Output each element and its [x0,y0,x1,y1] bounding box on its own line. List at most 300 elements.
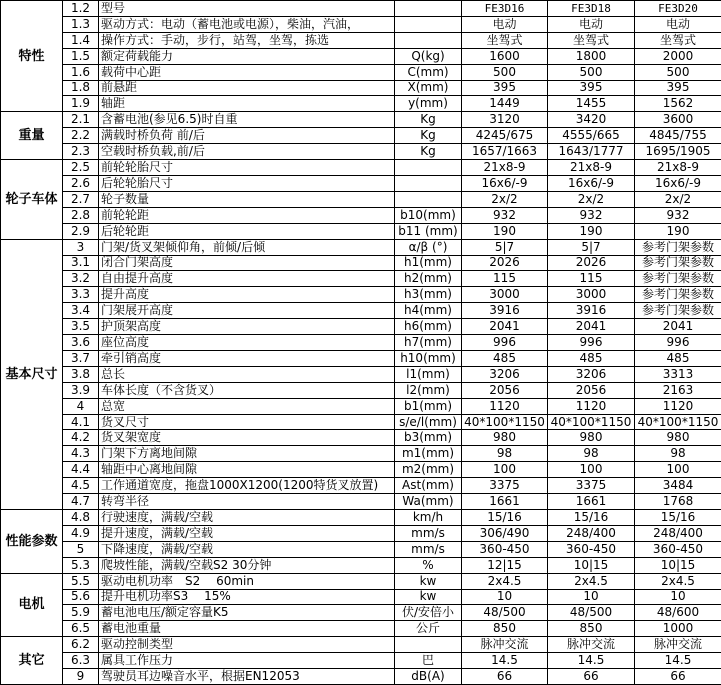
spec-row [1,223,721,239]
row-unit [395,32,462,48]
row-label: 型号 [99,1,395,17]
spec-row [1,478,721,494]
row-value: 40*100*1150 [462,414,548,430]
row-unit: b3(mm) [395,430,462,446]
row-value: 3206 [548,366,635,382]
row-value: 脉冲交流 [548,637,635,653]
model-name: FE3D20 [635,1,721,17]
spec-row [1,494,721,510]
row-number: 2.7 [63,191,99,207]
row-value: 10 [462,589,548,605]
row-value: 1000 [635,621,721,637]
row-label: 满载时桥负荷 前/后 [99,128,395,144]
row-unit: h6(mm) [395,319,462,335]
row-label: 护顶架高度 [99,319,395,335]
row-number: 2.3 [63,144,99,160]
row-number: 5.5 [63,573,99,589]
row-value: 1768 [635,494,721,510]
row-value: 1657/1663 [462,144,548,160]
spec-row [1,557,721,573]
spec-row [1,589,721,605]
row-value: 2x4.5 [635,573,721,589]
row-number: 4.3 [63,446,99,462]
row-unit: m2(mm) [395,462,462,478]
spec-row [1,541,721,557]
row-value: 3916 [462,303,548,319]
spec-row [1,462,721,478]
spec-row [1,319,721,335]
row-value: 1643/1777 [548,144,635,160]
row-value: 21x8-9 [462,160,548,176]
spec-row [1,80,721,96]
row-number: 5 [63,541,99,557]
row-unit: b11 (mm) [395,223,462,239]
row-number: 2.6 [63,175,99,191]
spec-row [1,191,721,207]
row-number: 3.1 [63,255,99,271]
row-number: 3.9 [63,382,99,398]
row-number: 2.5 [63,160,99,176]
group-label: 重量 [1,112,63,160]
row-label: 驱动控制类型 [99,637,395,653]
row-label: 提升速度，满载/空载 [99,525,395,541]
row-unit: h7(mm) [395,335,462,351]
row-value: 5|7 [548,239,635,255]
row-value: 48/600 [635,605,721,621]
row-value: 4845/755 [635,128,721,144]
row-value: 脉冲交流 [635,637,721,653]
row-value: 850 [548,621,635,637]
row-value: 115 [548,271,635,287]
spec-row [1,48,721,64]
spec-row [1,207,721,223]
row-number: 4.9 [63,525,99,541]
row-label: 货叉架宽度 [99,430,395,446]
row-value: 98 [548,446,635,462]
row-number: 1.5 [63,48,99,64]
row-value: 1120 [462,398,548,414]
row-value: 参考门架参数 [635,239,721,255]
row-label: 前悬距 [99,80,395,96]
row-label: 门架展开高度 [99,303,395,319]
row-value: 2163 [635,382,721,398]
row-value: 2056 [462,382,548,398]
row-value: 坐驾式 [635,32,721,48]
row-label: 总宽 [99,398,395,414]
header-row [1,1,721,17]
row-unit: 公斤 [395,621,462,637]
row-value: 10 [635,589,721,605]
row-label: 轴距 [99,96,395,112]
row-value: 100 [548,462,635,478]
row-number: 2.8 [63,207,99,223]
row-value: 坐驾式 [548,32,635,48]
row-unit: X(mm) [395,80,462,96]
row-value: 1562 [635,96,721,112]
row-number: 9 [63,669,99,685]
group-label: 基本尺寸 [1,239,63,509]
row-label: 前轮轮胎尺寸 [99,160,395,176]
row-value: 66 [462,669,548,685]
row-value: 248/400 [548,525,635,541]
row-unit: mm/s [395,541,462,557]
row-unit: α/β (°) [395,239,462,255]
model-name: FE3D18 [548,1,635,17]
row-value: 996 [548,335,635,351]
row-label: 牵引销高度 [99,350,395,366]
row-value: 395 [548,80,635,96]
row-value: 10|15 [635,557,721,573]
row-value: 100 [462,462,548,478]
row-number: 6.5 [63,621,99,637]
row-value: 2x/2 [462,191,548,207]
row-value: 3206 [462,366,548,382]
spec-row [1,112,721,128]
row-unit: h4(mm) [395,303,462,319]
row-value: 参考门架参数 [635,303,721,319]
row-label: 提升电机功率S3 15% [99,589,395,605]
spec-row [1,573,721,589]
row-unit: b1(mm) [395,398,462,414]
row-label: 操作方式：手动，步行，站驾，坐驾，拣选 [99,32,395,48]
row-number: 4.1 [63,414,99,430]
row-value: 2056 [548,382,635,398]
row-unit: C(mm) [395,64,462,80]
spec-row [1,350,721,366]
group-label: 性能参数 [1,510,63,574]
row-value: 2026 [548,255,635,271]
row-value: 2x4.5 [462,573,548,589]
row-value: 190 [548,223,635,239]
row-value: 3420 [548,112,635,128]
spec-row [1,144,721,160]
row-value: 15/16 [462,510,548,526]
row-value: 21x8-9 [635,160,721,176]
row-value: 500 [635,64,721,80]
row-label: 驱动方式：电动（蓄电池或电源），柴油，汽油， [99,16,395,32]
row-value: 115 [462,271,548,287]
row-value: 参考门架参数 [635,287,721,303]
row-value: 2x/2 [548,191,635,207]
row-value: 3484 [635,478,721,494]
row-number: 6.2 [63,637,99,653]
row-number: 4.2 [63,430,99,446]
row-value: 2x4.5 [548,573,635,589]
row-value: 485 [548,350,635,366]
row-label: 后轮轮胎尺寸 [99,175,395,191]
row-value: 48/500 [548,605,635,621]
group-label: 其它 [1,637,63,685]
row-number: 3 [63,239,99,255]
row-value: 12|15 [462,557,548,573]
row-label: 轴距中心离地间隙 [99,462,395,478]
row-unit: b10(mm) [395,207,462,223]
row-number: 1.9 [63,96,99,112]
spec-row [1,335,721,351]
row-value: 14.5 [635,653,721,669]
spec-row [1,303,721,319]
row-number: 1.3 [63,16,99,32]
row-value: 500 [548,64,635,80]
row-value: 2041 [635,319,721,335]
row-value: 2041 [462,319,548,335]
row-value: 395 [462,80,548,96]
row-number: 3.4 [63,303,99,319]
row-unit: h10(mm) [395,350,462,366]
row-value: 参考门架参数 [635,271,721,287]
row-number: 5.3 [63,557,99,573]
row-value: 40*100*1150 [635,414,721,430]
row-value: 190 [462,223,548,239]
row-value: 2041 [548,319,635,335]
row-label: 属具工作压力 [99,653,395,669]
row-value: 14.5 [462,653,548,669]
row-unit: Q(kg) [395,48,462,64]
row-number: 4.4 [63,462,99,478]
row-value: 10|15 [548,557,635,573]
row-label: 蓄电池电压/额定容量K5 [99,605,395,621]
group-label: 特性 [1,1,63,112]
row-value: 3375 [548,478,635,494]
row-label: 行驶速度，满载/空载 [99,510,395,526]
row-value: 1695/1905 [635,144,721,160]
spec-row [1,382,721,398]
row-value: 500 [462,64,548,80]
row-unit: dB(A) [395,669,462,685]
row-value: 1600 [462,48,548,64]
row-value: 1661 [548,494,635,510]
row-unit: 巴 [395,653,462,669]
row-label: 驾驶员耳边噪音水平，根据EN12053 [99,669,395,685]
row-label: 门架下方离地间隙 [99,446,395,462]
row-label: 前轮轮距 [99,207,395,223]
row-value: 3000 [462,287,548,303]
row-value: 1455 [548,96,635,112]
row-unit: km/h [395,510,462,526]
row-label: 驱动电机功率 S2 60min [99,573,395,589]
row-unit [395,16,462,32]
spec-row [1,414,721,430]
row-value: 21x8-9 [548,160,635,176]
row-number: 3.7 [63,350,99,366]
row-value: 3000 [548,287,635,303]
row-value: 98 [635,446,721,462]
row-unit: 伏/安倍小 [395,605,462,621]
row-value: 1120 [548,398,635,414]
row-label: 额定荷载能力 [99,48,395,64]
row-value: 66 [548,669,635,685]
row-label: 自由提升高度 [99,271,395,287]
row-number: 5.9 [63,605,99,621]
row-value: 395 [635,80,721,96]
row-number: 3.2 [63,271,99,287]
row-unit: m1(mm) [395,446,462,462]
spec-row [1,64,721,80]
row-value: 2026 [462,255,548,271]
spec-row [1,510,721,526]
row-value: 932 [635,207,721,223]
row-value: 980 [548,430,635,446]
row-unit: s/e/l(mm) [395,414,462,430]
row-unit: y(mm) [395,96,462,112]
row-label: 门架/货叉架倾仰角，前倾/后倾 [99,239,395,255]
row-unit: h3(mm) [395,287,462,303]
spec-row [1,525,721,541]
row-label: 含蓄电池(参见6.5)时自重 [99,112,395,128]
row-number: 2.1 [63,112,99,128]
row-value: 15/16 [635,510,721,526]
row-label: 轮子数量 [99,191,395,207]
spec-row [1,287,721,303]
row-number: 6.3 [63,653,99,669]
row-value: 360-450 [635,541,721,557]
row-value: 3375 [462,478,548,494]
row-value: 66 [635,669,721,685]
row-value: 16x6/-9 [635,175,721,191]
row-number: 1.2 [63,1,99,17]
row-value: 190 [635,223,721,239]
row-value: 40*100*1150 [548,414,635,430]
row-value: 48/500 [462,605,548,621]
spec-row [1,669,721,685]
row-value: 248/400 [635,525,721,541]
row-number: 2.9 [63,223,99,239]
spec-row [1,653,721,669]
spec-row [1,32,721,48]
row-value: 306/490 [462,525,548,541]
row-unit: h1(mm) [395,255,462,271]
row-unit: Kg [395,144,462,160]
row-value: 电动 [635,16,721,32]
row-value: 996 [635,335,721,351]
row-value: 485 [635,350,721,366]
row-label: 总长 [99,366,395,382]
model-name: FE3D16 [462,1,548,17]
row-value: 3600 [635,112,721,128]
spec-row [1,160,721,176]
row-value: 2000 [635,48,721,64]
row-value: 1449 [462,96,548,112]
row-value: 16x6/-9 [548,175,635,191]
row-number: 3.6 [63,335,99,351]
spec-row [1,637,721,653]
row-unit: Kg [395,128,462,144]
spec-row [1,605,721,621]
row-unit [395,637,462,653]
spec-row [1,16,721,32]
spec-row [1,446,721,462]
row-value: 16x6/-9 [462,175,548,191]
spec-row [1,239,721,255]
row-unit: mm/s [395,525,462,541]
row-label: 座位高度 [99,335,395,351]
row-value: 3916 [548,303,635,319]
row-label: 爬坡性能，满载/空载S2 30分钟 [99,557,395,573]
row-number: 3.5 [63,319,99,335]
row-value: 14.5 [548,653,635,669]
row-unit: Kg [395,112,462,128]
spec-row [1,366,721,382]
row-number: 4.8 [63,510,99,526]
spec-row [1,430,721,446]
row-unit [395,160,462,176]
row-value: 15/16 [548,510,635,526]
row-value: 5|7 [462,239,548,255]
row-number: 4 [63,398,99,414]
row-label: 车体长度（不含货叉） [99,382,395,398]
row-value: 参考门架参数 [635,255,721,271]
row-value: 1800 [548,48,635,64]
row-value: 电动 [548,16,635,32]
row-value: 360-450 [548,541,635,557]
row-value: 850 [462,621,548,637]
row-label: 转弯半径 [99,494,395,510]
row-value: 485 [462,350,548,366]
row-unit [395,175,462,191]
row-number: 2.2 [63,128,99,144]
row-value: 4555/665 [548,128,635,144]
row-label: 载荷中心距 [99,64,395,80]
row-label: 货叉尺寸 [99,414,395,430]
row-value: 98 [462,446,548,462]
row-number: 1.4 [63,32,99,48]
row-label: 闭合门架高度 [99,255,395,271]
row-label: 蓄电池重量 [99,621,395,637]
row-unit [395,191,462,207]
row-value: 脉冲交流 [462,637,548,653]
row-unit: Wa(mm) [395,494,462,510]
row-value: 电动 [462,16,548,32]
row-label: 提升高度 [99,287,395,303]
row-value: 10 [548,589,635,605]
row-value: 100 [635,462,721,478]
spec-row [1,398,721,414]
row-value: 980 [462,430,548,446]
row-value: 1661 [462,494,548,510]
row-label: 下降速度，满载/空载 [99,541,395,557]
row-number: 5.6 [63,589,99,605]
row-unit: % [395,557,462,573]
spec-row [1,255,721,271]
row-value: 1120 [635,398,721,414]
row-value: 3313 [635,366,721,382]
row-value: 4245/675 [462,128,548,144]
row-number: 1.6 [63,64,99,80]
row-value: 980 [635,430,721,446]
row-label: 空载时桥负载,前/后 [99,144,395,160]
group-label: 轮子车体 [1,160,63,240]
spec-row [1,128,721,144]
row-unit: kw [395,573,462,589]
group-label: 电机 [1,573,63,637]
row-unit: h2(mm) [395,271,462,287]
row-value: 932 [548,207,635,223]
row-number: 1.8 [63,80,99,96]
row-label: 工作通道宽度，拖盘1000X1200(1200特货叉放置) [99,478,395,494]
spec-row [1,621,721,637]
row-unit [395,1,462,17]
row-value: 坐驾式 [462,32,548,48]
row-unit: kw [395,589,462,605]
row-number: 3.8 [63,366,99,382]
row-value: 932 [462,207,548,223]
spec-row [1,271,721,287]
row-unit: l1(mm) [395,366,462,382]
row-number: 4.5 [63,478,99,494]
spec-row [1,96,721,112]
row-number: 4.7 [63,494,99,510]
row-unit: Ast(mm) [395,478,462,494]
